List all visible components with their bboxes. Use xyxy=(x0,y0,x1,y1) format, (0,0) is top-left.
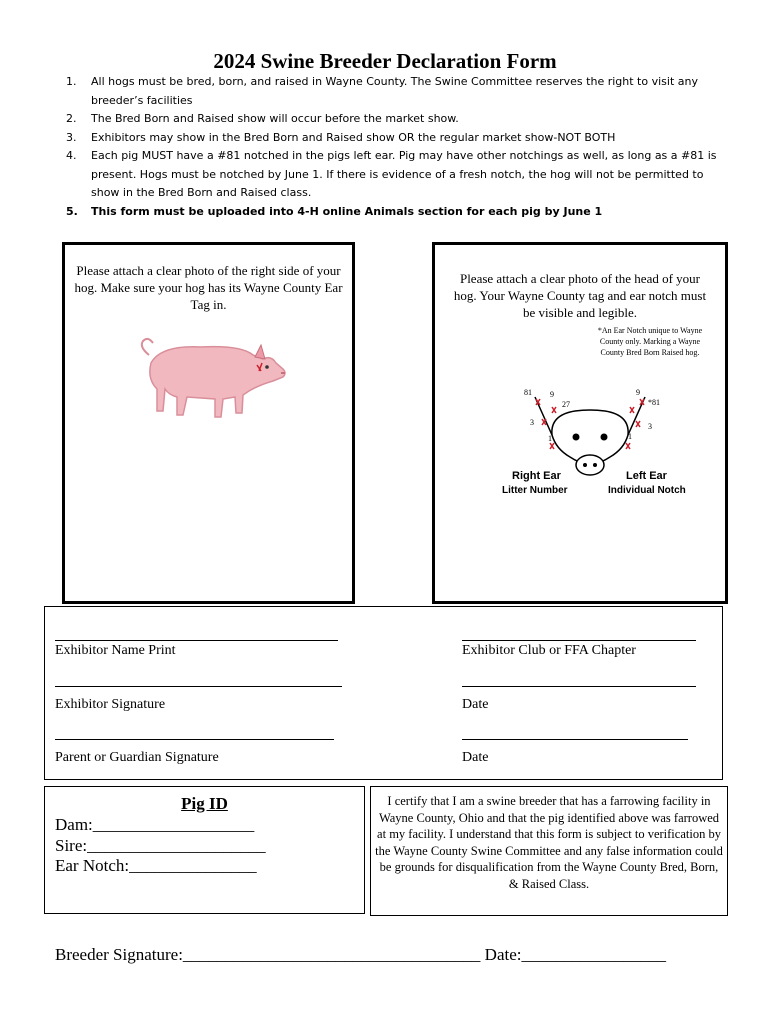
side-photo-instructions: Please attach a clear photo of the right side of your hog. Make sure your hog has its Wayne County Ear Tag in. xyxy=(74,263,343,312)
rule-item xyxy=(66,129,726,148)
exhibitor-signature-label: Exhibitor Signature xyxy=(55,697,166,712)
litter-number-label: Litter Number xyxy=(502,485,568,495)
dam-field[interactable]: Dam:___________________ xyxy=(55,815,255,834)
notch-number: 9 xyxy=(636,388,640,397)
rule-item xyxy=(66,203,726,222)
date-label-2: Date xyxy=(462,750,489,765)
rule-item xyxy=(66,147,726,203)
parent-signature-line[interactable] xyxy=(55,739,334,740)
date-line-2[interactable] xyxy=(462,739,688,740)
notch-number: 3 xyxy=(648,422,652,431)
club-line[interactable] xyxy=(462,640,696,641)
sire-field[interactable]: Sire:_____________________ xyxy=(55,836,266,855)
pig-side-illustration xyxy=(131,333,291,425)
individual-notch-label: Individual Notch xyxy=(608,485,686,495)
certification-text: I certify that I am a swine breeder that has a farrowing facility in Wayne County, Ohio and that the pig identified above was farrowed at my facility. I understand that this form is subject to verification by the Wayne County Swine Committee and any false information could be grounds for disqualification from the Wayne County Bred, Born, & Raised Class. xyxy=(375,794,723,891)
date-label-1: Date xyxy=(462,697,489,712)
exhibitor-name-label: Exhibitor Name Print xyxy=(55,643,176,658)
rule-number: 4. xyxy=(66,149,77,162)
right-ear-label: Right Ear xyxy=(512,470,561,482)
rule-number: 2. xyxy=(66,112,77,125)
rule-text: The Bred Born and Raised show will occur before the market show. xyxy=(91,112,459,125)
exhibitor-name-line[interactable] xyxy=(55,640,338,641)
notch-number: 27 xyxy=(562,400,570,409)
form-title: 2024 Swine Breeder Declaration Form xyxy=(213,49,557,73)
ear-notch-note: *An Ear Notch unique to Wayne County only. Marking a Wayne County Bred Born Raised hog. xyxy=(597,326,703,357)
exhibitor-signature-line[interactable] xyxy=(55,686,342,687)
notch-number: 9 xyxy=(550,390,554,399)
notch-number: 81 xyxy=(524,388,532,397)
rule-number: 1. xyxy=(66,75,77,88)
head-photo-instructions: Please attach a clear photo of the head of your hog. Your Wayne County tag and ear notch must be visible and legible. xyxy=(453,271,707,320)
parent-signature-label: Parent or Guardian Signature xyxy=(55,750,219,765)
rule-item xyxy=(66,73,726,110)
date-line-1[interactable] xyxy=(462,686,696,687)
rule-number: 5. xyxy=(66,204,78,218)
club-label: Exhibitor Club or FFA Chapter xyxy=(462,643,636,658)
head-photo-box[interactable] xyxy=(432,242,728,604)
rules-list xyxy=(66,73,726,221)
left-ear-label: Left Ear xyxy=(626,470,667,482)
notch-number: *81 xyxy=(648,398,660,407)
ear-notch-diagram xyxy=(490,385,690,495)
rule-text: This form must be uploaded into 4-H online Animals section for each pig by June 1 xyxy=(91,204,603,218)
rule-text: Exhibitors may show in the Bred Born and Raised show OR the regular market show-NOT BOTH xyxy=(91,130,616,144)
pig-id-title: Pig ID xyxy=(181,794,228,813)
notch-number: 1 xyxy=(628,432,632,441)
rule-number: 3. xyxy=(66,130,77,144)
rule-text: Each pig MUST have a #81 notched in the pigs left ear. Pig may have other notchings as well, as long as a #81 is present. Hogs must be notched by June 1. If there is evidence of a fresh notch, the hog will not be permitted to show in the Bred Born and Raised class. xyxy=(91,149,717,199)
rule-text: All hogs must be bred, born, and raised in Wayne County. The Swine Committee reserves the right to visit any breeder’s facilities xyxy=(91,75,698,107)
notch-number: 1 xyxy=(548,434,552,443)
rule-item xyxy=(66,110,726,129)
notch-number: 3 xyxy=(530,418,534,427)
side-photo-box[interactable] xyxy=(62,242,355,604)
ear-notch-field[interactable]: Ear Notch:_______________ xyxy=(55,856,257,875)
breeder-signature-field[interactable]: Breeder Signature:___________________________________ Date:_________________ xyxy=(55,945,666,964)
